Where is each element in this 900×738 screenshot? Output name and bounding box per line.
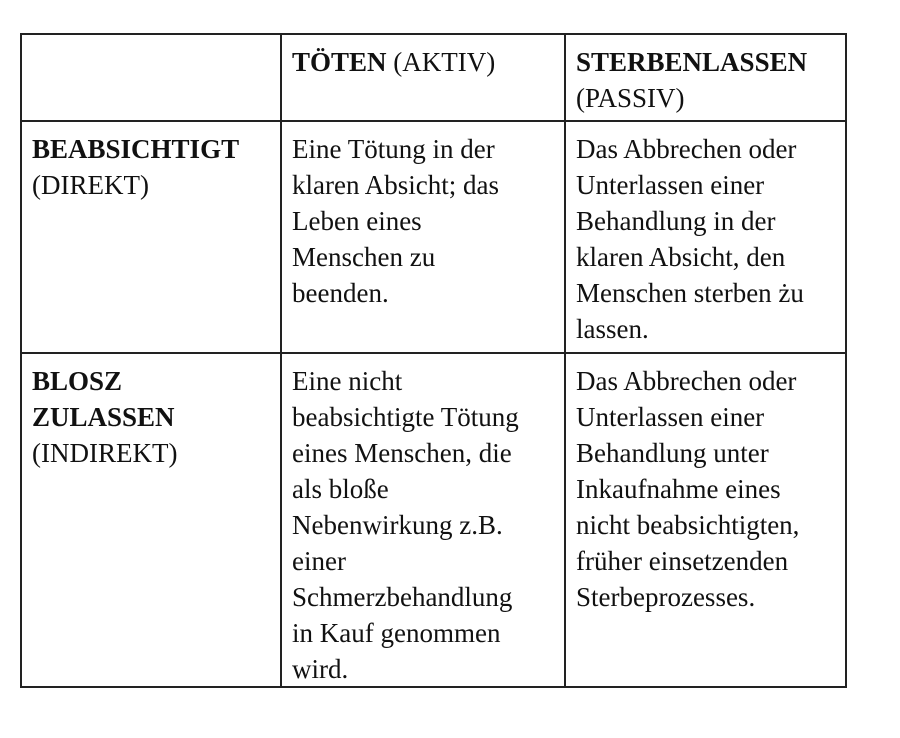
row-head-sub: (INDIREKT) <box>32 438 178 468</box>
cell-zulassen-passiv <box>566 354 845 687</box>
header-toeten-sub: (AKTIV) <box>386 47 496 77</box>
cell-text-line: klaren Absicht; das <box>292 170 499 200</box>
cell-zulassen-aktiv <box>282 354 566 687</box>
row-head-main: BEABSICHTIGT <box>32 134 240 164</box>
cell-text-line: Nebenwirkung z.B. <box>292 510 503 540</box>
row-head-main: ZULASSEN <box>32 402 175 432</box>
cell-text-line: einer <box>292 546 346 576</box>
cell-text-line: Menschen zu <box>292 242 436 272</box>
ethics-table <box>20 33 847 688</box>
cell-beabsichtigt-aktiv <box>282 122 566 354</box>
cell-text-line: Inkaufnahme eines <box>576 474 781 504</box>
cell-text-line: Behandlung unter <box>576 438 769 468</box>
cell-text-line: Menschen sterben żu <box>576 278 804 308</box>
cell-text-line: Das Abbrechen oder <box>576 134 797 164</box>
cell-text-line: als bloße <box>292 474 389 504</box>
header-sterbenlassen-main: STERBENLASSEN <box>576 47 808 77</box>
cell-text-line: in Kauf genommen <box>292 618 501 648</box>
cell-text-line: Eine nicht <box>292 366 403 396</box>
row-head-blosz-zulassen <box>22 354 282 687</box>
cell-text-line: beenden. <box>292 278 389 308</box>
cell-text-line: klaren Absicht, den <box>576 242 786 272</box>
header-sterbenlassen <box>566 35 845 122</box>
cell-text-line: wird. <box>292 654 349 684</box>
cell-text-line: Schmerzbehandlung <box>292 582 513 612</box>
cell-text-line: Das Abbrechen oder <box>576 366 797 396</box>
cell-text-line: Behandlung in der <box>576 206 776 236</box>
cell-text-line: Leben eines <box>292 206 422 236</box>
row-head-beabsichtigt <box>22 122 282 354</box>
cell-text-line: eines Menschen, die <box>292 438 512 468</box>
corner-cell <box>22 35 282 122</box>
cell-beabsichtigt-passiv <box>566 122 845 354</box>
cell-text-line: lassen. <box>576 314 649 344</box>
cell-text-line: früher einsetzenden <box>576 546 789 576</box>
row-head-main: BLOSZ <box>32 366 123 396</box>
header-toeten-main: TÖTEN <box>292 47 387 77</box>
cell-text-line: Sterbeprozesses. <box>576 582 756 612</box>
header-sterbenlassen-sub: (PASSIV) <box>576 83 685 113</box>
cell-text-line: beabsichtigte Tötung <box>292 402 519 432</box>
cell-text-line: Unterlassen einer <box>576 170 765 200</box>
cell-text-line: Eine Tötung in der <box>292 134 495 164</box>
row-head-sub: (DIREKT) <box>32 170 149 200</box>
cell-text-line: nicht beabsichtigten, <box>576 510 800 540</box>
header-toeten <box>282 35 566 122</box>
cell-text-line: Unterlassen einer <box>576 402 765 432</box>
